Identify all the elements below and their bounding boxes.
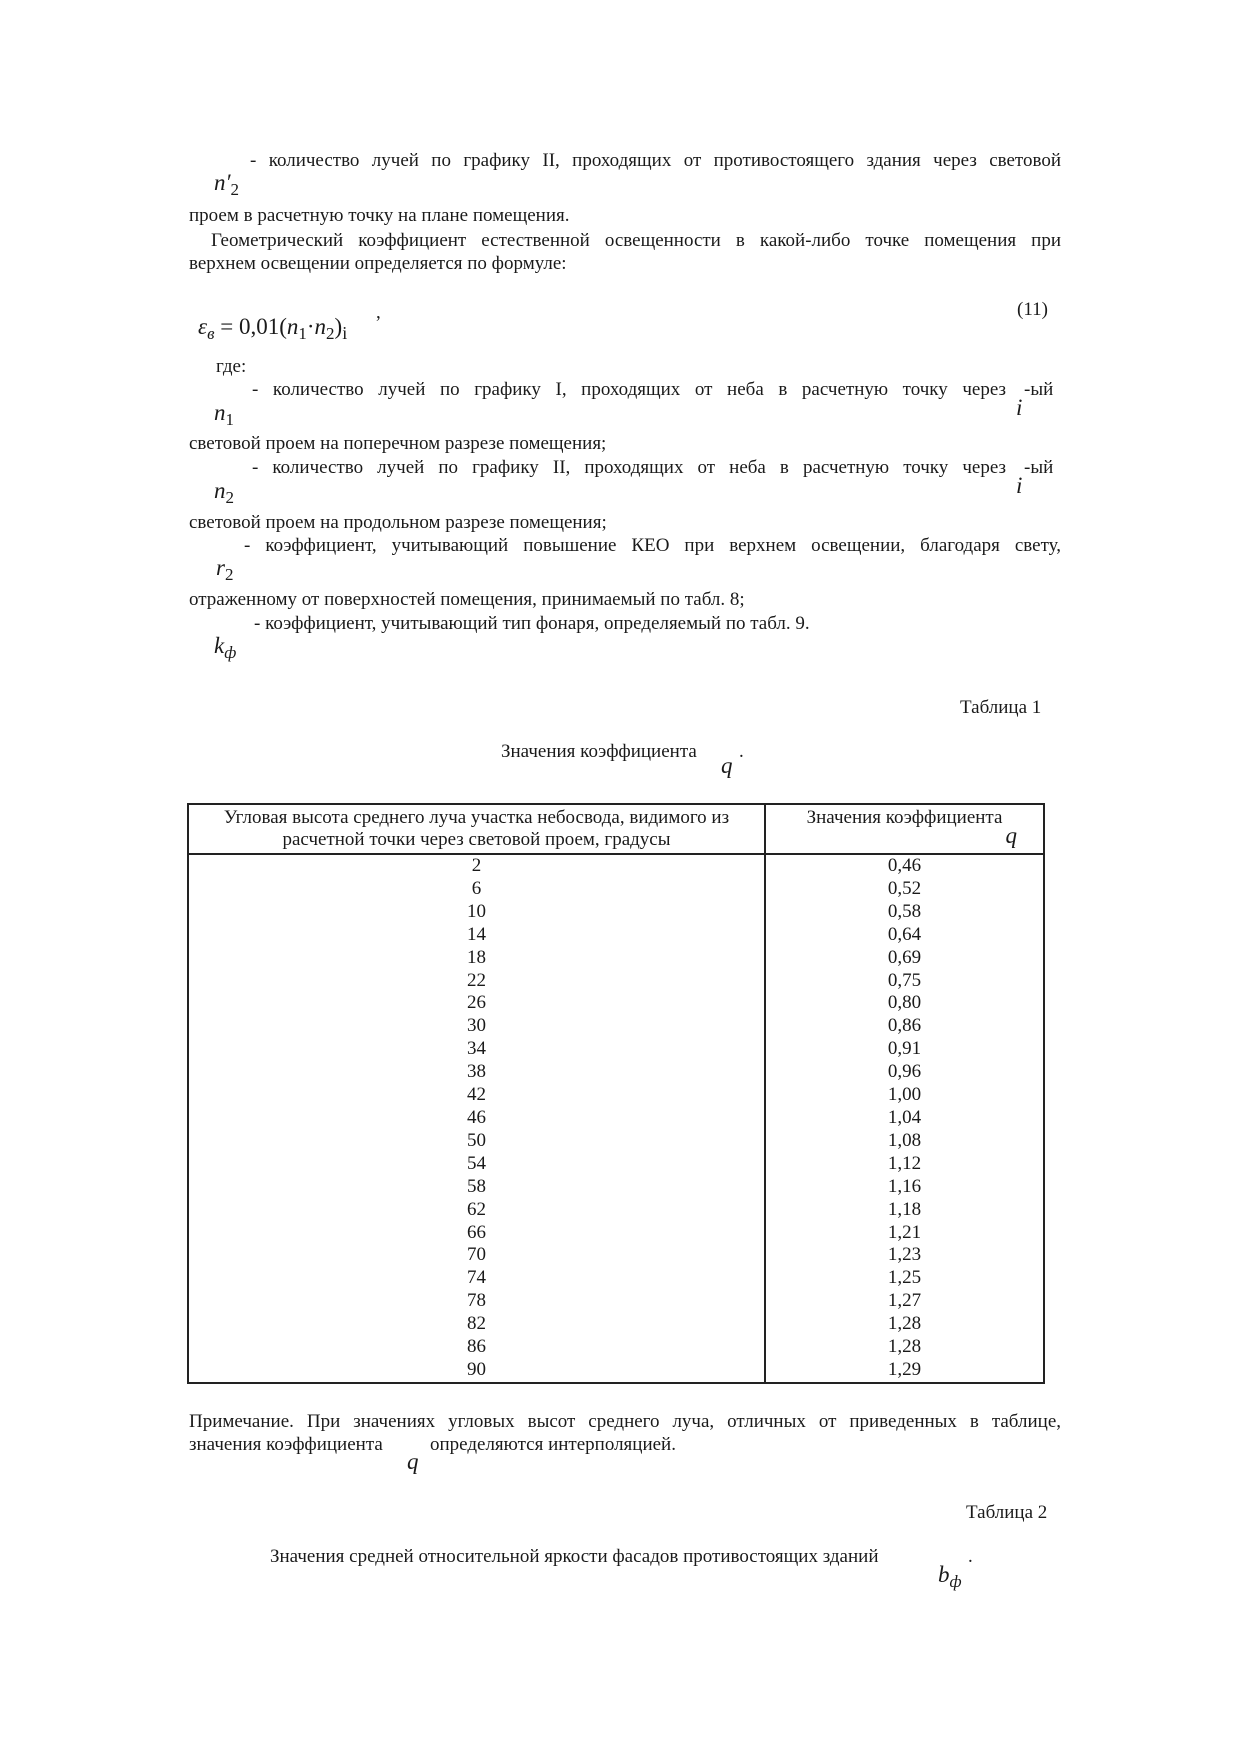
table2-caption-end: . [968,1546,973,1567]
table-cell-q: 1,12 [765,1153,1044,1176]
table-cell-angle: 82 [188,1313,765,1336]
para1-line1: - количество лучей по графику II, проходящих от противостоящего здания через световой [250,150,1061,171]
table2-label: Таблица 2 [966,1502,1048,1523]
table-row [188,1222,1044,1245]
table-cell-angle: 86 [188,1336,765,1359]
table1-header-angle: Угловая высота среднего луча участка небосвода, видимого из расчетной точки через световой проем, градусы [188,804,765,854]
table-cell-q: 0,80 [765,992,1044,1015]
table-cell-q: 1,28 [765,1336,1044,1359]
table-row [188,1267,1044,1290]
table-cell-angle: 62 [188,1199,765,1222]
table-cell-q: 0,64 [765,924,1044,947]
table-cell-angle: 26 [188,992,765,1015]
table-cell-q: 0,91 [765,1038,1044,1061]
table-row [188,1015,1044,1038]
table-cell-angle: 6 [188,878,765,901]
def-r2-line1: - коэффициент, учитывающий повышение КЕО при верхнем освещении, благодаря свету, [244,535,1061,556]
table-cell-q: 0,52 [765,878,1044,901]
symbol-n2: $n_2$ [214,478,234,507]
symbol-i: i [1016,473,1023,498]
table-cell-angle: 66 [188,1222,765,1245]
table-row [188,947,1044,970]
table-cell-q: 1,18 [765,1199,1044,1222]
table-row [188,1107,1044,1130]
table-cell-q: 1,29 [765,1359,1044,1383]
note-line1: Примечание. При значениях угловых высот среднего луча, отличных от приведенных в таблице, [189,1411,1061,1432]
table-row [188,1290,1044,1313]
table-cell-q: 0,69 [765,947,1044,970]
table-cell-angle: 74 [188,1267,765,1290]
table-row [188,854,1044,878]
table-cell-q: 1,25 [765,1267,1044,1290]
def-n2-line2: световой проем на продольном разрезе помещения; [189,512,607,533]
table-cell-q: 1,08 [765,1130,1044,1153]
table-row [188,970,1044,993]
table-cell-q: 1,04 [765,1107,1044,1130]
table-cell-q: 1,16 [765,1176,1044,1199]
table-cell-angle: 42 [188,1084,765,1107]
table-row [188,1038,1044,1061]
table-row [188,1176,1044,1199]
table1-body [188,854,1044,1383]
table-row [188,1199,1044,1222]
table-cell-angle: 38 [188,1061,765,1084]
table2-caption: Значения средней относительной яркости фасадов противостоящих зданий [270,1546,879,1567]
table-cell-angle: 2 [188,854,765,878]
symbol-n1: $n_1$ [214,400,234,429]
symbol-n2-prime: $n'_2$ [214,170,240,199]
table1-caption-symbol: q [721,753,733,778]
symbol-r2: $r_2$ [216,555,234,584]
table-cell-angle: 34 [188,1038,765,1061]
def-r2-line2: отраженному от поверхностей помещения, принимаемый по табл. 8; [189,589,745,610]
table1-label: Таблица 1 [960,697,1042,718]
table-row [188,878,1044,901]
table-row [188,1084,1044,1107]
def-n2-line1: - количество лучей по графику II, проходящих от неба в расчетную точку через [252,457,1006,478]
table1-caption: Значения коэффициента [501,741,697,762]
table-cell-q: 0,86 [765,1015,1044,1038]
table-cell-q: 1,23 [765,1244,1044,1267]
def-kf-line1: - коэффициент, учитывающий тип фонаря, определяемый по табл. 9. [254,613,810,634]
table-cell-angle: 30 [188,1015,765,1038]
para2-line2: верхнем освещении определяется по формуле: [189,253,567,274]
table-row [188,1359,1044,1383]
table-cell-q: 1,00 [765,1084,1044,1107]
table-row [188,1336,1044,1359]
table1 [187,803,1045,1384]
note-line2a: значения коэффициента [189,1434,383,1455]
symbol-kf: $k_ф$ [214,633,237,662]
formula-number: (11) [1017,299,1048,320]
table-cell-q: 1,21 [765,1222,1044,1245]
para1-line2: проем в расчетную точку на плане помещения. [189,205,570,226]
table-cell-angle: 90 [188,1359,765,1383]
table-cell-angle: 58 [188,1176,765,1199]
table-row [188,1313,1044,1336]
table-cell-q: 0,75 [765,970,1044,993]
table-cell-q: 0,96 [765,1061,1044,1084]
table-cell-angle: 70 [188,1244,765,1267]
table-row [188,924,1044,947]
note-symbol-q: q [407,1449,419,1474]
symbol-i: i [1016,395,1023,420]
table-cell-angle: 22 [188,970,765,993]
table-row [188,1061,1044,1084]
table-cell-q: 1,27 [765,1290,1044,1313]
def-n2-suffix: -ый [1024,457,1054,478]
note-line2b: определяются интерполяцией. [430,1434,676,1455]
def-n1-line1: - количество лучей по графику I, проходящих от неба в расчетную точку через [252,379,1006,400]
table2-caption-symbol: $b_ф$ [938,1562,962,1591]
table1-caption-end: . [739,741,744,762]
table-cell-angle: 46 [188,1107,765,1130]
table-cell-angle: 50 [188,1130,765,1153]
formula-comma: , [376,302,381,323]
table-cell-angle: 14 [188,924,765,947]
table-cell-angle: 54 [188,1153,765,1176]
formula-11: $\varepsilon_в = 0,01(n_1\cdot n_2)_i$ [198,314,348,343]
para2-line1: Геометрический коэффициент естественной освещенности в какой-либо точке помещения при [211,230,1061,251]
table-cell-angle: 10 [188,901,765,924]
table-cell-q: 0,46 [765,854,1044,878]
table-cell-q: 1,28 [765,1313,1044,1336]
table1-header-q: Значения коэффициента q [765,804,1044,854]
table-row [188,901,1044,924]
table-row [188,1153,1044,1176]
def-n1-line2: световой проем на поперечном разрезе помещения; [189,433,607,454]
table-row [188,1130,1044,1153]
where-label: где: [216,356,247,377]
table-cell-angle: 18 [188,947,765,970]
def-n1-suffix: -ый [1024,379,1054,400]
table-cell-q: 0,58 [765,901,1044,924]
table-cell-angle: 78 [188,1290,765,1313]
table-row [188,1244,1044,1267]
table-row [188,992,1044,1015]
